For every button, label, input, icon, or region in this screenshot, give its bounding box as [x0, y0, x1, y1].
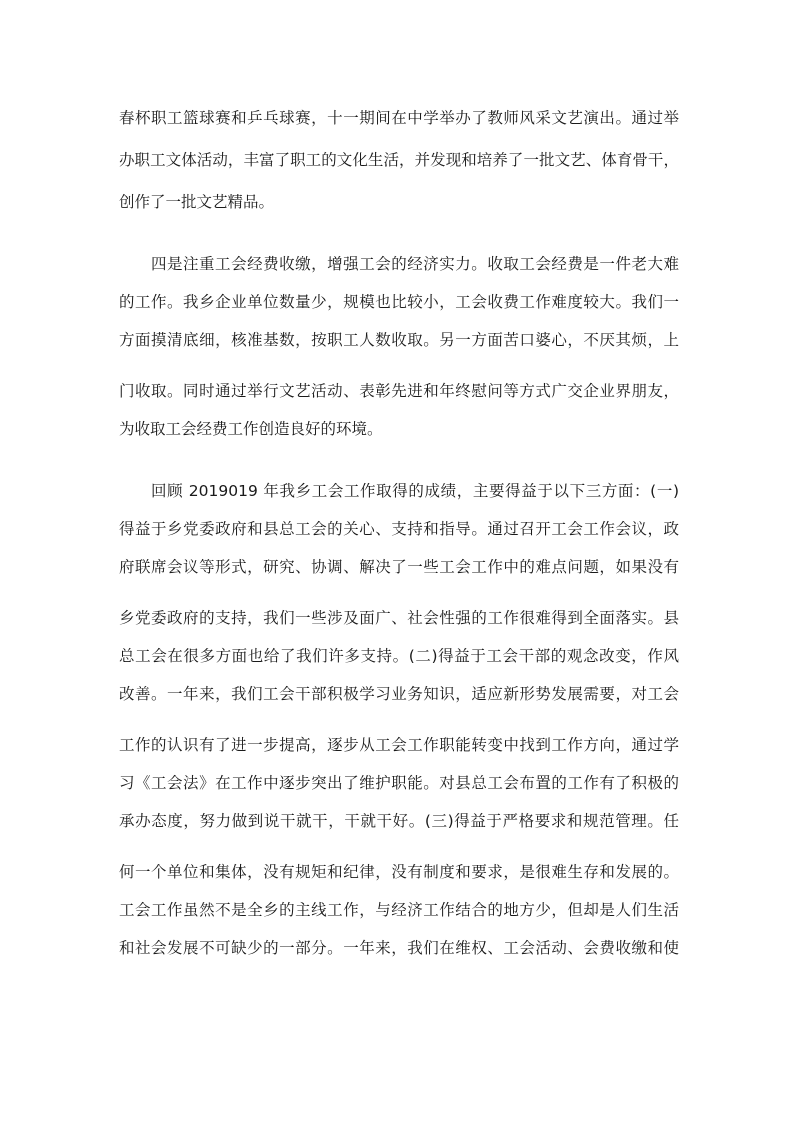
- text-line: 方面摸清底细，核准基数，按职工人数收取。另一方面苦口婆心，不厌其烦，上: [119, 331, 679, 349]
- text-line: 改善。一年来，我们工会干部积极学习业务知识，适应新形势发展需要，对工会: [119, 685, 679, 703]
- text-line: 办职工文体活动，丰富了职工的文化生活，并发现和培养了一批文艺、体育骨干，: [119, 151, 679, 169]
- text-line: 府联席会议等形式，研究、协调、解决了一些工会工作中的难点问题，如果没有: [119, 558, 679, 576]
- text-line: 四是注重工会经费收缴，增强工会的经济实力。收取工会经费是一件老大难: [151, 255, 679, 273]
- text-line: 乡党委政府的支持，我们一些涉及面广、社会性强的工作很难得到全面落实。县: [119, 609, 679, 627]
- text-line: 得益于乡党委政府和县总工会的关心、支持和指导。通过召开工会工作会议，政: [119, 520, 679, 538]
- text-line: 春杯职工篮球赛和乒乓球赛，十一期间在中学举办了教师风采文艺演出。通过举: [119, 109, 679, 127]
- text-line: 工作的认识有了进一步提高，逐步从工会工作职能转变中找到工作方向，通过学: [119, 736, 679, 754]
- text-line: 为收取工会经费工作创造良好的环境。: [119, 420, 383, 438]
- text-line: 回顾 2019019 年我乡工会工作取得的成绩，主要得益于以下三方面：(一): [151, 482, 679, 500]
- text-line: 总工会在很多方面也给了我们许多支持。(二)得益于工会干部的观念改变，作风: [119, 647, 679, 665]
- text-line: 习《工会法》在工作中逐步突出了维护职能。对县总工会布置的工作有了积极的: [119, 774, 679, 792]
- text-line: 的工作。我乡企业单位数量少，规模也比较小，工会收费工作难度较大。我们一: [119, 293, 679, 311]
- text-line: 工会工作虽然不是全乡的主线工作，与经济工作结合的地方少，但却是人们生活: [119, 901, 679, 919]
- text-line: 和社会发展不可缺少的一部分。一年来，我们在维权、工会活动、会费收缴和使: [119, 939, 679, 957]
- text-line: 何一个单位和集体，没有规矩和纪律，没有制度和要求，是很难生存和发展的。: [119, 863, 679, 881]
- text-line: 门收取。同时通过举行文艺活动、表彰先进和年终慰问等方式广交企业界朋友，: [119, 382, 679, 400]
- text-line: 承办态度，努力做到说干就干，干就干好。(三)得益于严格要求和规范管理。任: [119, 812, 679, 830]
- text-line: 创作了一批文艺精品。: [119, 193, 275, 211]
